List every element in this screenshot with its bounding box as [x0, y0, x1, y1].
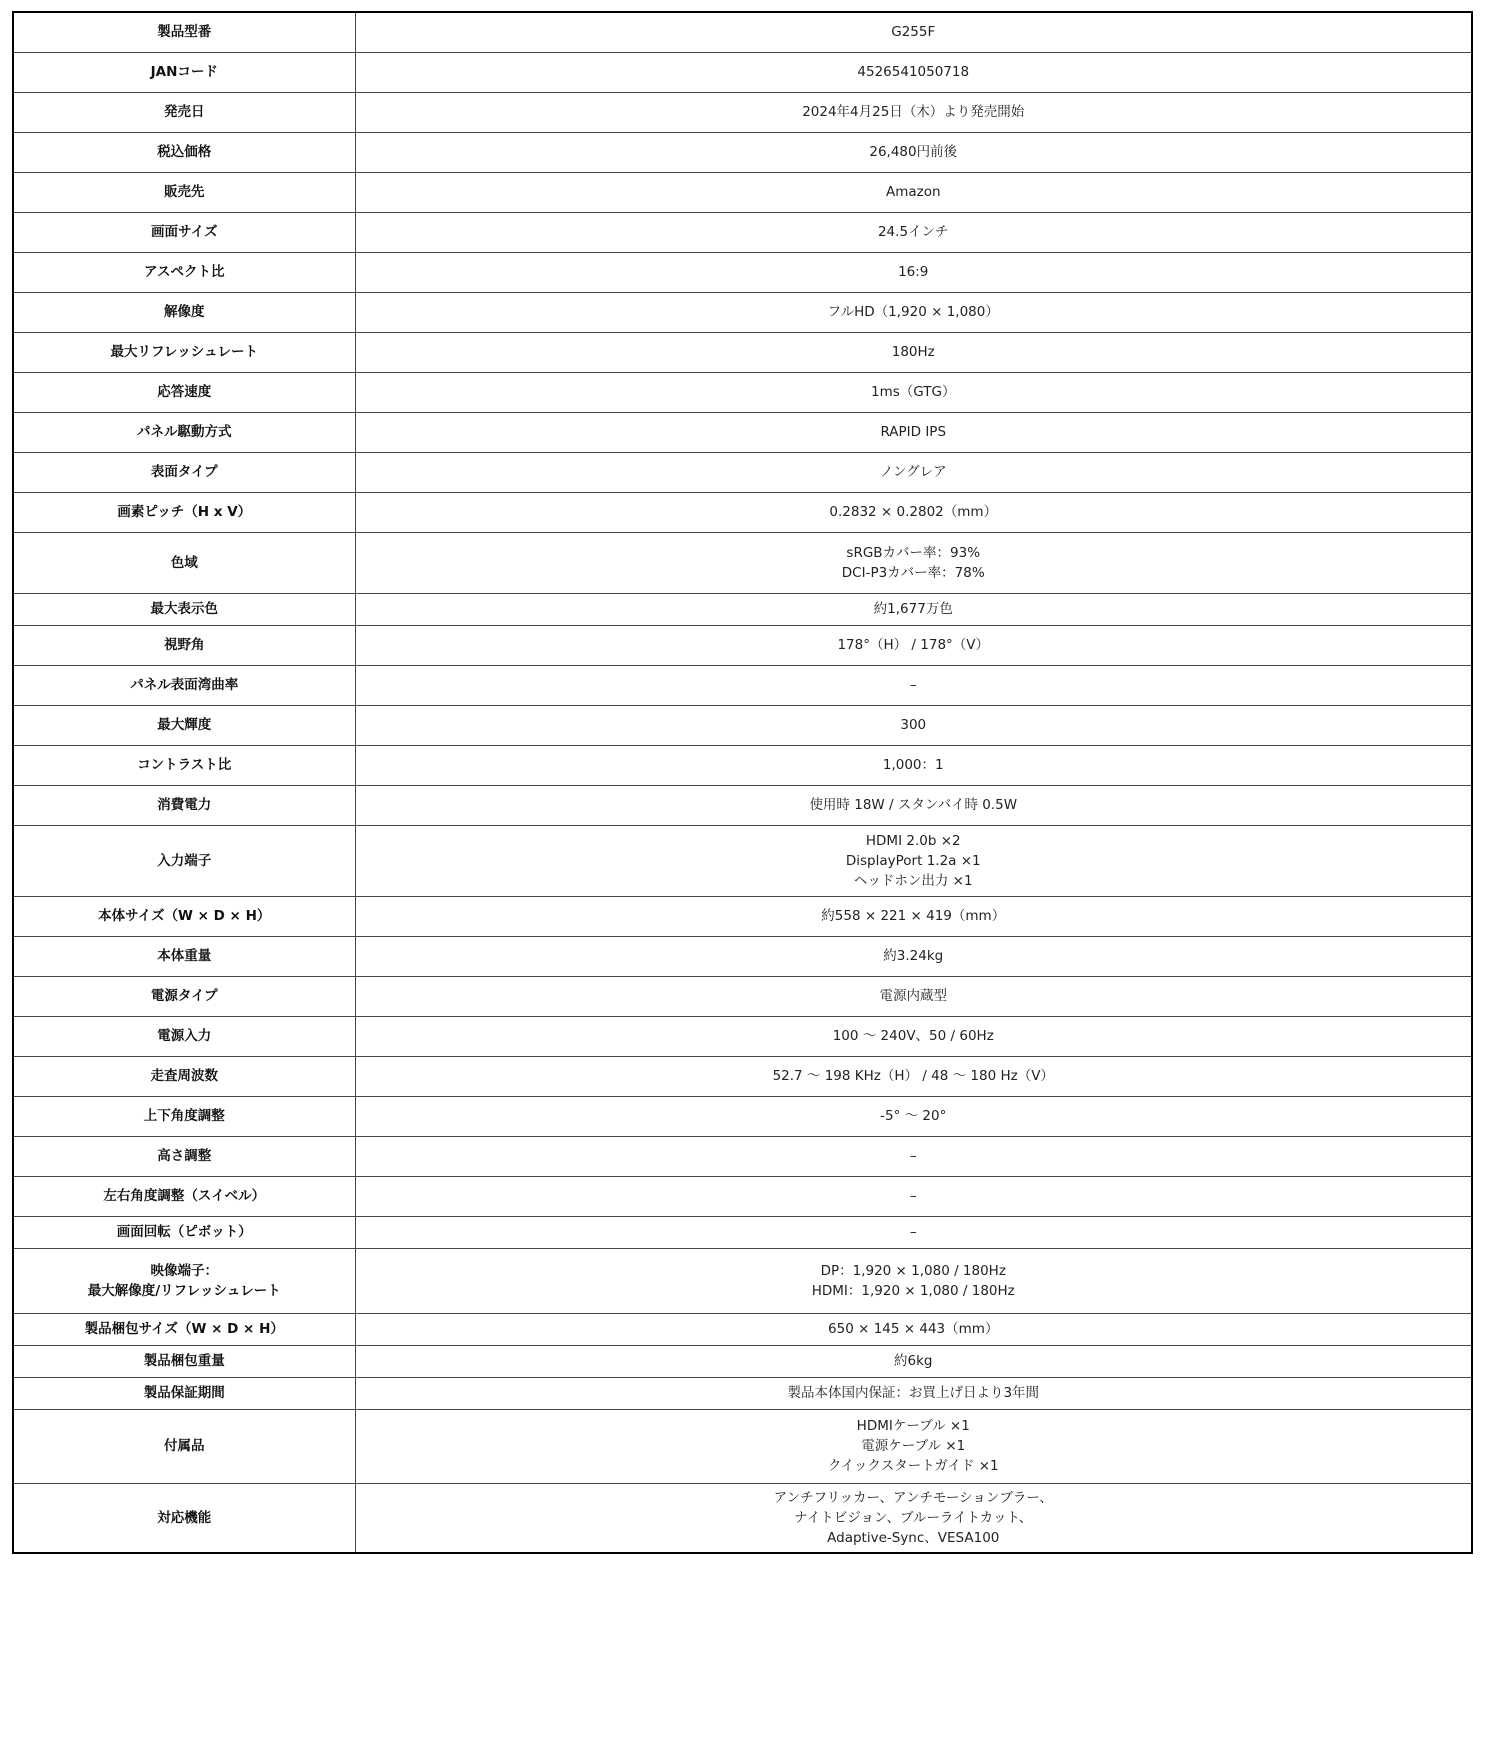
- spec-value-line: DP：1,920 × 1,080 / 180Hz: [820, 1262, 1006, 1279]
- spec-label-line: 上下角度調整: [143, 1108, 225, 1124]
- spec-value-line: 約3.24kg: [883, 948, 944, 964]
- spec-value: [355, 1216, 1472, 1248]
- spec-label: [13, 1345, 355, 1377]
- spec-row: [13, 976, 1472, 1016]
- spec-label: [13, 1096, 355, 1136]
- spec-value-line: HDMIケーブル ×1: [856, 1418, 970, 1434]
- spec-value: [355, 705, 1472, 745]
- spec-label: [13, 92, 355, 132]
- spec-label-line: 視野角: [164, 637, 205, 653]
- spec-row: [13, 936, 1472, 976]
- spec-row: [13, 1409, 1472, 1483]
- spec-value-line: 16:9: [898, 264, 929, 280]
- spec-label: [13, 936, 355, 976]
- spec-row: [13, 52, 1472, 92]
- spec-label: [13, 372, 355, 412]
- spec-label: [13, 825, 355, 896]
- spec-value: [355, 532, 1472, 593]
- spec-value-line: クイックスタートガイド ×1: [827, 1458, 999, 1474]
- spec-label-line: 表面タイプ: [150, 464, 218, 480]
- spec-label: [13, 1056, 355, 1096]
- spec-label-line: 最大解像度/リフレッシュレート: [87, 1282, 281, 1299]
- spec-value-line: 650 × 145 × 443（mm）: [828, 1321, 999, 1337]
- spec-value-line: 4526541050718: [857, 64, 970, 80]
- spec-row: [13, 593, 1472, 625]
- spec-label: [13, 52, 355, 92]
- spec-row: [13, 92, 1472, 132]
- spec-label-line: パネル表面湾曲率: [130, 677, 239, 693]
- spec-value: [355, 665, 1472, 705]
- spec-value: [355, 1313, 1472, 1345]
- spec-value: [355, 12, 1472, 52]
- spec-value-line: アンチフリッカー、アンチモーションブラー、: [773, 1489, 1053, 1506]
- spec-row: [13, 212, 1472, 252]
- spec-row: [13, 1377, 1472, 1409]
- spec-row: [13, 1345, 1472, 1377]
- spec-table: [12, 11, 1473, 1554]
- spec-value-line: HDMI：1,920 × 1,080 / 180Hz: [811, 1282, 1015, 1299]
- spec-value-line: 178°（H） / 178°（V）: [837, 637, 990, 653]
- spec-value-line: -5° ～ 20°: [880, 1108, 947, 1124]
- spec-row: [13, 372, 1472, 412]
- spec-value: [355, 1377, 1472, 1409]
- spec-label-line: 入力端子: [157, 852, 212, 869]
- spec-label-line: 製品型番: [157, 24, 212, 41]
- spec-value: [355, 1096, 1472, 1136]
- spec-value: [355, 452, 1472, 492]
- spec-row: [13, 625, 1472, 665]
- spec-label: [13, 412, 355, 452]
- spec-value: [355, 1483, 1472, 1553]
- spec-label: [13, 532, 355, 593]
- spec-value: [355, 825, 1472, 896]
- spec-label: [13, 1176, 355, 1216]
- spec-label-line: 高さ調整: [157, 1148, 212, 1164]
- spec-value: [355, 172, 1472, 212]
- spec-value: [355, 332, 1472, 372]
- spec-value-line: 製品本体国内保証：お買上げ日より3年間: [787, 1385, 1040, 1401]
- spec-label-line: パネル駆動方式: [137, 424, 232, 440]
- spec-value-line: RAPID IPS: [880, 424, 947, 440]
- spec-row: [13, 452, 1472, 492]
- spec-value-line: –: [909, 1188, 917, 1204]
- spec-value-line: Amazon: [885, 184, 941, 200]
- spec-row: [13, 132, 1472, 172]
- spec-label: [13, 292, 355, 332]
- spec-label-line: 販売先: [164, 184, 205, 200]
- spec-label: [13, 1409, 355, 1483]
- spec-value: [355, 412, 1472, 452]
- spec-value-line: 約1,677万色: [873, 601, 953, 617]
- spec-label: [13, 665, 355, 705]
- spec-label: [13, 1216, 355, 1248]
- spec-row: [13, 825, 1472, 896]
- spec-value-line: 0.2832 × 0.2802（mm）: [829, 504, 998, 520]
- spec-label: [13, 212, 355, 252]
- spec-value: [355, 52, 1472, 92]
- spec-label: [13, 625, 355, 665]
- spec-row: [13, 745, 1472, 785]
- spec-label-line: 最大リフレッシュレート: [110, 344, 259, 360]
- spec-label: [13, 252, 355, 292]
- spec-label: [13, 1377, 355, 1409]
- spec-label-line: 左右角度調整（スイベル）: [103, 1188, 266, 1204]
- spec-label-line: 画面回転（ピボット）: [116, 1224, 252, 1240]
- spec-label-line: 本体重量: [157, 948, 212, 964]
- spec-value-line: –: [909, 677, 917, 693]
- spec-label: [13, 785, 355, 825]
- spec-label-line: 映像端子：: [150, 1262, 218, 1279]
- spec-label-line: 電源タイプ: [150, 988, 218, 1004]
- spec-label: [13, 745, 355, 785]
- spec-label-line: 製品梱包サイズ（W × D × H）: [84, 1321, 284, 1337]
- spec-label: [13, 332, 355, 372]
- spec-label-line: 画素ピッチ（H x V）: [117, 504, 252, 520]
- spec-row: [13, 1248, 1472, 1313]
- spec-row: [13, 412, 1472, 452]
- spec-value-line: DisplayPort 1.2a ×1: [845, 852, 981, 869]
- spec-value-line: 24.5インチ: [877, 224, 949, 240]
- spec-row: [13, 1096, 1472, 1136]
- spec-label: [13, 1136, 355, 1176]
- spec-value: [355, 1409, 1472, 1483]
- spec-value: [355, 976, 1472, 1016]
- spec-label: [13, 1483, 355, 1553]
- spec-value-line: Adaptive-Sync、VESA100: [827, 1529, 1000, 1546]
- spec-label-line: 応答速度: [157, 384, 212, 400]
- spec-label-line: 最大表示色: [150, 601, 218, 617]
- spec-label: [13, 705, 355, 745]
- spec-value: [355, 745, 1472, 785]
- spec-label: [13, 593, 355, 625]
- spec-label: [13, 896, 355, 936]
- spec-value-line: 180Hz: [891, 344, 935, 360]
- spec-value: [355, 212, 1472, 252]
- spec-label-line: 色域: [170, 554, 198, 571]
- spec-value: [355, 896, 1472, 936]
- spec-value: [355, 92, 1472, 132]
- spec-label: [13, 976, 355, 1016]
- spec-value: [355, 292, 1472, 332]
- spec-value-line: sRGBカバー率：93%: [846, 544, 981, 561]
- spec-row: [13, 1483, 1472, 1553]
- spec-value-line: –: [909, 1148, 917, 1164]
- spec-label-line: 最大輝度: [157, 717, 212, 733]
- spec-label: [13, 132, 355, 172]
- spec-value-line: 1,000：1: [882, 757, 944, 773]
- spec-label: [13, 492, 355, 532]
- spec-row: [13, 292, 1472, 332]
- spec-value-line: フルHD（1,920 × 1,080）: [827, 304, 999, 320]
- spec-value: [355, 252, 1472, 292]
- spec-row: [13, 532, 1472, 593]
- spec-label: [13, 452, 355, 492]
- spec-row: [13, 1216, 1472, 1248]
- spec-value-line: HDMI 2.0b ×2: [865, 832, 961, 849]
- spec-value: [355, 1345, 1472, 1377]
- spec-table-body: [13, 12, 1472, 1553]
- spec-row: [13, 1136, 1472, 1176]
- spec-label-line: コントラスト比: [137, 757, 232, 773]
- spec-label-line: 消費電力: [157, 797, 212, 813]
- spec-value-line: ノングレア: [879, 464, 947, 480]
- spec-value: [355, 372, 1472, 412]
- spec-value: [355, 1248, 1472, 1313]
- spec-value: [355, 1056, 1472, 1096]
- spec-value-line: 電源ケーブル ×1: [861, 1438, 966, 1454]
- spec-label-line: 製品梱包重量: [143, 1353, 225, 1369]
- spec-row: [13, 705, 1472, 745]
- spec-row: [13, 172, 1472, 212]
- spec-row: [13, 12, 1472, 52]
- spec-label-line: 付属品: [164, 1438, 205, 1454]
- spec-row: [13, 492, 1472, 532]
- spec-label-line: 画面サイズ: [151, 224, 218, 240]
- spec-value: [355, 132, 1472, 172]
- spec-value-line: 52.7 ～ 198 KHz（H） / 48 ～ 180 Hz（V）: [772, 1068, 1054, 1084]
- spec-value-line: ヘッドホン出力 ×1: [853, 872, 973, 889]
- spec-value-line: 2024年4月25日（木）より発売開始: [802, 104, 1025, 120]
- spec-label: [13, 1248, 355, 1313]
- spec-row: [13, 665, 1472, 705]
- spec-label: [13, 12, 355, 52]
- spec-row: [13, 1313, 1472, 1345]
- spec-row: [13, 1016, 1472, 1056]
- spec-label: [13, 172, 355, 212]
- spec-value-line: 約6kg: [894, 1353, 933, 1369]
- spec-row: [13, 252, 1472, 292]
- spec-value: [355, 1136, 1472, 1176]
- spec-value-line: DCI-P3カバー率：78%: [841, 564, 985, 581]
- spec-row: [13, 785, 1472, 825]
- spec-value-line: 300: [900, 717, 927, 733]
- spec-label-line: 走査周波数: [150, 1068, 218, 1084]
- spec-value-line: 26,480円前後: [869, 144, 958, 160]
- spec-row: [13, 332, 1472, 372]
- spec-label-line: 発売日: [164, 104, 205, 120]
- spec-label-line: JANコード: [150, 64, 218, 80]
- spec-value: [355, 492, 1472, 532]
- spec-value-line: G255F: [891, 24, 936, 41]
- spec-row: [13, 1176, 1472, 1216]
- spec-value-line: 約558 × 221 × 419（mm）: [821, 908, 1006, 924]
- spec-value-line: 1ms（GTG）: [871, 384, 956, 400]
- spec-value: [355, 625, 1472, 665]
- spec-value: [355, 593, 1472, 625]
- spec-label-line: 電源入力: [157, 1028, 212, 1044]
- spec-value-line: ナイトビジョン、ブルーライトカット、: [794, 1509, 1033, 1526]
- spec-label-line: 対応機能: [157, 1509, 212, 1526]
- spec-label-line: アスペクト比: [144, 264, 225, 280]
- spec-value-line: 100 ～ 240V、50 / 60Hz: [832, 1028, 994, 1044]
- spec-value-line: –: [909, 1224, 917, 1240]
- spec-label-line: 本体サイズ（W × D × H）: [98, 908, 271, 924]
- spec-value: [355, 936, 1472, 976]
- spec-label: [13, 1016, 355, 1056]
- spec-value: [355, 785, 1472, 825]
- spec-label-line: 製品保証期間: [143, 1385, 225, 1401]
- spec-value-line: 使用時 18W / スタンバイ時 0.5W: [809, 797, 1018, 813]
- spec-value: [355, 1016, 1472, 1056]
- spec-label: [13, 1313, 355, 1345]
- spec-value: [355, 1176, 1472, 1216]
- spec-row: [13, 896, 1472, 936]
- spec-label-line: 解像度: [164, 304, 205, 320]
- spec-label-line: 税込価格: [157, 144, 212, 160]
- spec-value-line: 電源内蔵型: [879, 988, 947, 1004]
- spec-row: [13, 1056, 1472, 1096]
